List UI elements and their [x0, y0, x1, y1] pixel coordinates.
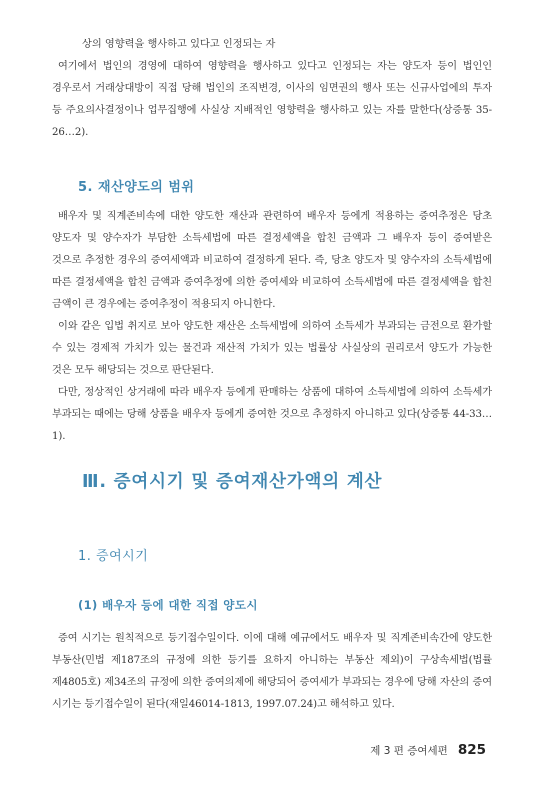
- paragraph-s1-1: 증여 시기는 원칙적으로 등기접수일이다. 이에 대해 예규에서도 배우자 및 직계존비속간에 양도한 부동산(민법 제187조의 규정에 의한 등기를 요하지 아니하는 부동산 제외)이 구상속세법(법률 제4805호) 제34조의 규정에 의한 증여의제에 해당되어 증여세가 부과되는 경우에 당해 자산의 증여 시기는 등기접수일이 된다(재일46014-1813, 1997.07.24)고 해석하고 있다.: [52, 633, 492, 710]
- paragraph-intro: 여기에서 법인의 경영에 대하여 영향력을 행사하고 있다고 인정되는 자는 양도자 등이 법인인 경우로서 거래상대방이 직접 당해 법인의 조직변경, 이사의 임면권의 행사 또는 신규사업에의 투자 등 주요의사결정이나 업무집행에 사실상 지배적인 영향력을 행사하고 있는 자를 말한다(상증통 35-26…2).: [52, 61, 492, 138]
- paragraph-s5-1: 배우자 및 직계존비속에 대한 양도한 재산과 관련하여 배우자 등에게 적용하는 증여추정은 당초 양도자 및 양수자가 부담한 소득세법에 따른 결정세액을 합친 금액과 그 배우자 등이 증여받은 것으로 추정한 경우의 증여세액과 비교하여 결정하게 된다. 즉, 당초 양도자 및 양수자의 소득세법에 따른 결정세액을 합친 금액과 증여추정에 의한 증여세와 비교하여 소득세법에 따른 결정세액을 합친 금액이 큰 경우에는 증여추정이 적용되지 아니한다.: [52, 211, 492, 310]
- paragraph-s5-3: 다만, 정상적인 상거래에 따라 배우자 등에게 판매하는 상품에 대하여 소득세법에 의하여 소득세가 부과되는 때에는 당해 상품을 배우자 등에게 증여한 것으로 추정하지 아니하고 있다(상증통 44-33…1).: [52, 387, 492, 442]
- continuation-line: 상의 영향력을 행사하고 있다고 인정되는 자: [82, 39, 276, 50]
- section-5-heading: 5. 재산양도의 범위: [78, 180, 195, 195]
- section-1-heading: 1. 증여시기: [78, 549, 149, 564]
- chapter-heading: Ⅲ. 증여시기 및 증여재산가액의 계산: [82, 472, 383, 492]
- paragraph-s5-2: 이와 같은 입법 취지로 보아 양도한 재산은 소득세법에 의하여 소득세가 부과되는 금전으로 환가할 수 있는 경제적 가치가 있는 물건과 재산적 가치가 있는 법률상 사실상의 권리로서 양도가 가능한 것은 모두 해당되는 것으로 판단된다.: [52, 321, 492, 376]
- subsection-heading: (1) 배우자 등에 대한 직접 양도시: [78, 598, 258, 612]
- page-number: 825: [457, 742, 486, 758]
- page-footer: [370, 742, 486, 758]
- footer-section-label: 제 3 편 증여세편: [370, 745, 448, 757]
